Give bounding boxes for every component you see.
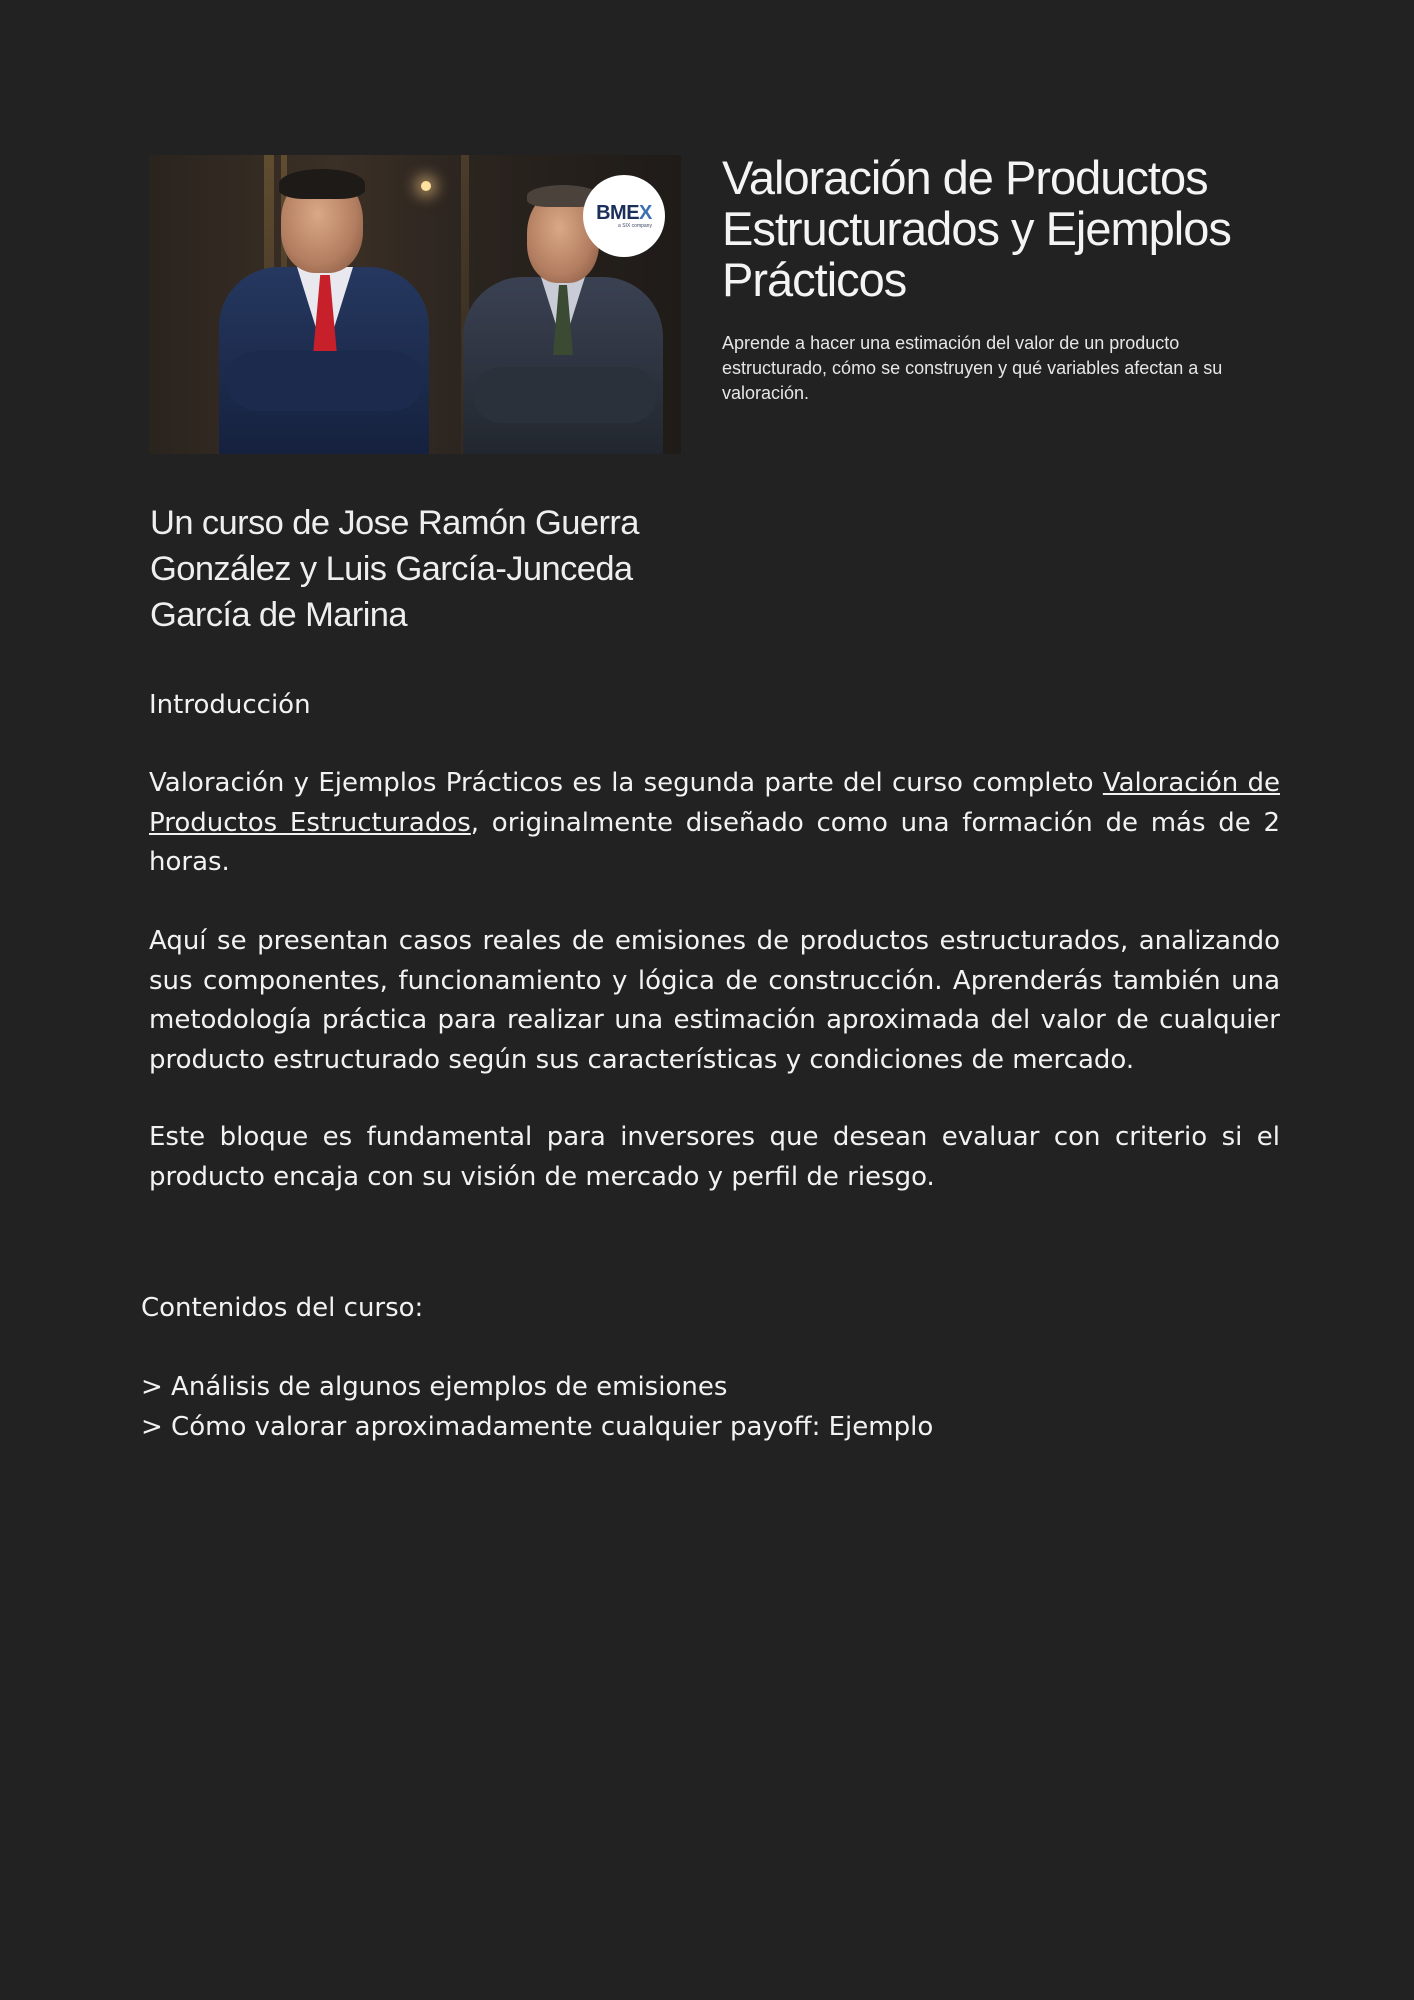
intro-paragraph-3: Este bloque es fundamental para inversores que desean evaluar con criterio si el producto encaja con su visión de mercado y perfil de riesgo. <box>149 1122 1280 1192</box>
course-authors: Un curso de Jose Ramón Guerra González y Luis García-Junceda García de Marina <box>150 504 639 634</box>
intro-heading: Introducción <box>149 690 311 720</box>
course-subtitle: Aprende a hacer una estimación del valor de un producto estructurado, cómo se construyen y qué variables afectan a su valoración. <box>722 333 1223 403</box>
bme-logo <box>583 175 665 257</box>
list-item: > Análisis de algunos ejemplos de emisiones <box>141 1372 728 1402</box>
course-title: Valoración de Productos Estructurados y Ejemplos Prácticos <box>722 151 1231 306</box>
bme-logo-subtext: a SIX company <box>618 223 652 229</box>
intro-paragraph-1-text-end: , originalmente diseñado como una formación de más de 2 horas. <box>149 807 1281 877</box>
contents-list <box>141 1368 933 1447</box>
bme-logo-mark: BMEX <box>596 202 652 224</box>
list-item: > Cómo valorar aproximadamente cualquier payoff: Ejemplo <box>141 1411 934 1442</box>
intro-paragraph-1-text: Valoración y Ejemplos Prácticos es la segunda parte del curso completo <box>149 768 1103 798</box>
intro-paragraph-1 <box>149 764 1280 883</box>
full-course-link[interactable]: Valoración de Productos Estructurados <box>149 768 1280 838</box>
intro-paragraph-2: Aquí se presentan casos reales de emisiones de productos estructurados, analizando sus componentes, funcionamiento y lógica de construcción. Aprenderás también una metodología práctica para realizar una estimación aproximada del valor de cualquier producto estructurado según sus características y condiciones de mercado. <box>149 926 1280 1075</box>
presenter-left <box>209 155 439 454</box>
contents-heading: Contenidos del curso: <box>141 1293 424 1323</box>
